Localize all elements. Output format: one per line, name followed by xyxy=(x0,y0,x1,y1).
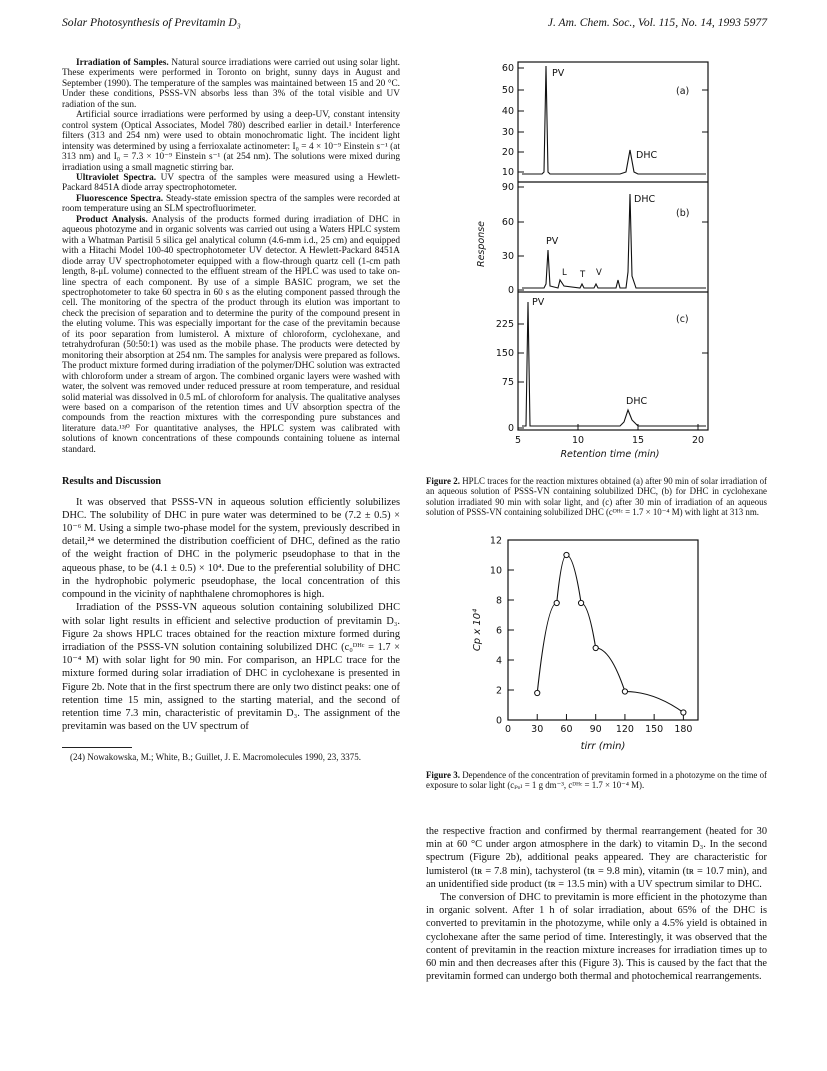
run-in-head: Irradiation of Samples. xyxy=(76,58,169,68)
figure-3-caption xyxy=(426,770,767,791)
paragraph-text: Analysis of the products formed during irradiation of DHC in aqueous photozyme and in organic solvents was carried out using a Waters HPLC system with a Whatman Partisil 5 silica gel analytical column (4.6-mm i.d., 25 cm) and equipped with a Hitachi Model 100-40 spectrophotometer UV detector. A Hewlett-Packard 8451A diode array UV spectrophotometer equipped with a flow-through quartz cell (1-cm path length, 8-μL volume) connected to the effluent stream of the HPLC was used to take on-line spectra of each component. By use of a simple BASIC program, we set the spectrophotometer to take 60 spectra in 60 s as the eluting component passed through the cell. The monitoring of the spectra of the product through its elution was important to check the precision of separation and to determine the purity of the compound present in the eluting volume. This was especially important for the case of the previtamin because of its poor separation from lumisterol. A mixture of chloroform, cyclohexane, and tetrahydrofuran (50:50:1) was used as the mobile phase. The products were detected by monitoring their absorption at 254 nm. The samples for analysis were prepared as follows. The product mixture formed during irradiation of the polymer/DHC solution was extracted with chloroform under a stream of argon. The combined organic layers were washed with water, the solvent was removed under reduced pressure at room temperature, and residual solid material was dissolved in 0.5 mL of chloroform for analysis. The qualitative analyses were based on a comparison of the retention times and UV absorption spectra of the compounds from the reaction mixtures with the corresponding pure substances and literature data.¹³ʲ⁰ For quantitative analyses, the HPLC system was calibrated with solutions of known concentrations of these compounds containing toluene as internal standard. xyxy=(62,214,400,455)
data-point xyxy=(535,690,540,695)
caption-text: Dependence of the concentration of previtamin formed in a photozyme on the time of exposure to solar light (cₚₒₗ = 1 g dm⁻³, cᴰᴴᶜ = 1.7 × 10⁻⁴ M). xyxy=(426,770,767,791)
peak-label-dhc: DHC xyxy=(626,396,648,407)
y-tick-label: 225 xyxy=(495,319,514,330)
data-point xyxy=(622,689,627,694)
peak-label-l: L xyxy=(562,268,567,278)
run-in-head: Product Analysis. xyxy=(76,214,148,225)
x-tick-label: 120 xyxy=(615,724,634,735)
x-axis-label: Retention time (min) xyxy=(560,449,660,460)
y-tick-label: 4 xyxy=(495,655,502,667)
x-tick-label: 0 xyxy=(504,724,512,735)
caption-text: HPLC traces for the reaction mixtures obtained (a) after 90 min of solar irradiation of an aqueous solution of PSSS-VN containing solubilized DHC, (b) for DHC in cyclohexane solution irradiated 90 min with solar light, and (c) after 30 min of irradiation of an aqueous solution of PSSS-VN containing solubilized DHC (cᴰᴴᶜ = 1.7 × 10⁻⁴ M) with light at 313 nm. xyxy=(426,476,767,518)
y-tick-label: 12 xyxy=(489,535,502,547)
paragraph-results-1: It was observed that PSSS-VN in aqueous solution efficiently solubilizes DHC. The solubility of DHC in pure water was determined to be (7.2 ± 0.5) × 10⁻⁶ M. Using a simple two-phase model for the system, previously described in detail,²⁴ we determined the distribution coefficient of DHC, defined as the ratio of the weight fraction of DHC in the polymeric pseudophase to that in the aqueous phase, to be (4.1 ± 0.5) × 10⁴. Due to the preferential solubility of DHC in the hydrophobic polymeric pseudophase, the local concentration of this compound in the vicinity of naphthalene chromophores is high. xyxy=(62,496,400,601)
y-tick-label: 10 xyxy=(501,167,514,178)
data-point xyxy=(578,600,583,605)
paragraph-continued: the respective fraction and confirmed by thermal rearrangement (heated for 30 min at 60 °C under argon atmosphere in the dark) to vitamin D₃. In the second spectrum (Figure 2b), additional peaks appeared. They are characteristic for lumisterol (tʀ = 7.8 min), tachysterol (tʀ = 9.8 min), vitamin (tʀ = 10.7 min), and an unidentified side product (tʀ = 13.5 min) with a UV spectrum similar to DHC. xyxy=(426,826,767,890)
y-tick-label: 20 xyxy=(501,147,514,158)
peak-label-pv: PV xyxy=(552,68,565,79)
x-axis-label: tirr (min) xyxy=(580,741,626,752)
y-tick-label: 30 xyxy=(501,251,514,262)
y-tick-label: 60 xyxy=(501,63,514,74)
paragraph-text: UV spectra of the samples were measured using a Hewlett-Packard 8451A diode array spectrophotometer. xyxy=(62,172,400,194)
figure-2 xyxy=(470,54,730,474)
paragraph-results-2: Irradiation of the PSSS-VN aqueous solution containing solubilized DHC with solar light results in efficient and selective production of previtamin D₃. Figure 2a shows HPLC traces obtained for the reaction mixture formed during irradiation of the PSSS-VN solution containing solubilized DHC (c₀ᴰᴴᶜ = 1.7 × 10⁻⁴ M) with solar light for 90 min. For comparison, an HPLC trace for the mixture formed during solar irradiation of DHC in cyclohexane is presented in Figure 2b. Note that in the first spectrum there are only two distinct peaks: one of retention time 15 min, assigned to the starting material, and the second of retention time 7.3 min, characteristic of previtamin D₃. The assignment of the previtamin was based on the UV spectrum of xyxy=(62,602,400,733)
left-column xyxy=(62,58,400,763)
data-point xyxy=(564,552,569,557)
header-journal: J. Am. Chem. Soc., Vol. 115, No. 14, 1993 5977 xyxy=(547,16,767,29)
y-tick-label: 0 xyxy=(495,715,502,727)
x-tick-label: 5 xyxy=(514,435,522,446)
y-tick-label: 150 xyxy=(495,348,514,359)
figure-3-plot xyxy=(470,532,710,758)
data-point xyxy=(681,710,686,715)
y-tick-label: 40 xyxy=(501,106,514,117)
paragraph-conversion: The conversion of DHC to previtamin is more efficient in the photozyme than in organic solvent. After 1 h of solar irradiation, about 65% of the DHC is converted to previtamin in the photozyme, while only a 4.5% yield is obtained in cyclohexane after the same period of time. Interestingly, it was observed that the content of previtamin in the reaction mixture increases for irradiation times up to 60 min and then decreases after this (Figure 3). This is caused by the fact that the previtamin formed can undergo both thermal and photochemical rearrangements. xyxy=(426,892,767,983)
x-tick-label: 30 xyxy=(531,724,544,735)
run-in-head: Ultraviolet Spectra. xyxy=(76,172,157,183)
figure-2-plot xyxy=(470,54,730,474)
x-tick-label: 10 xyxy=(571,435,585,446)
right-column xyxy=(426,825,767,983)
y-tick-label: 10 xyxy=(489,565,502,577)
paragraph-irradiation xyxy=(62,58,400,110)
x-tick-label: 15 xyxy=(631,435,645,446)
y-tick-label: 30 xyxy=(501,127,514,138)
run-in-head: Fluorescence Spectra. xyxy=(76,193,164,204)
x-tick-label: 60 xyxy=(560,724,573,735)
footnote: (24) Nowakowska, M.; White, B.; Guillet, J. E. Macromolecules 1990, 23, 3375. xyxy=(70,752,362,763)
paragraph-fluorescence xyxy=(62,194,400,215)
x-tick-label: 150 xyxy=(645,724,664,735)
y-tick-label: 8 xyxy=(495,595,502,607)
running-header xyxy=(62,16,767,34)
y-tick-label: 50 xyxy=(501,85,514,96)
x-tick-label: 180 xyxy=(674,724,693,735)
section-heading: Results and Discussion xyxy=(62,476,162,488)
panel-tag-c: (c) xyxy=(676,314,689,325)
peak-label-t: T xyxy=(580,270,586,280)
y-tick-label: 2 xyxy=(495,685,502,697)
data-point xyxy=(554,600,559,605)
y-tick-label: 75 xyxy=(501,377,514,388)
y-axis-label: Cp x 10⁴ xyxy=(472,608,483,652)
figure-2-caption xyxy=(426,476,767,518)
peak-label-dhc: DHC xyxy=(634,194,656,205)
y-tick-label: 0 xyxy=(507,285,514,296)
y-axis-label: Response xyxy=(476,220,487,268)
paragraph-product xyxy=(62,215,400,455)
paragraph-uv xyxy=(62,173,400,194)
data-point xyxy=(593,645,598,650)
peak-label-pv: PV xyxy=(532,297,545,308)
figure-label: Figure 3. xyxy=(426,770,460,780)
y-tick-label: 60 xyxy=(501,217,514,228)
panel-tag-a: (a) xyxy=(676,86,690,97)
peak-label-v: V xyxy=(596,268,602,278)
trace-a xyxy=(522,66,706,174)
paragraph-text: Steady-state emission spectra of the samples were recorded at room temperature using an SLM spectrofluorimeter. xyxy=(62,193,400,215)
footnote-rule xyxy=(62,747,132,748)
figure-3 xyxy=(470,532,710,758)
figure-label: Figure 2. xyxy=(426,476,460,486)
panel-tag-b: (b) xyxy=(676,208,690,219)
data-curve xyxy=(537,555,683,713)
y-tick-label: 90 xyxy=(501,182,514,193)
y-tick-label: 6 xyxy=(495,625,502,637)
paragraph-artificial: Artificial source irradiations were performed by using a deep-UV, constant intensity control system (Optical Associates, Model 780) described earlier in detail.¹ Interference filters (313 and 254 nm) were used to obtain monochromatic light. The incident light intensity was determined by using a ferrioxalate actinometer: I₀ = 4 × 10⁻⁹ Einstein s⁻¹ (at 313 nm) and I₀ = 7.3 × 10⁻⁹ Einstein s⁻¹ (at 254 nm). The solutions were mixed during irradiation using a small magnetic stirring bar. xyxy=(62,110,400,173)
paragraph-text: Natural source irradiations were carried out using solar light. These experiments were performed in Toronto on bright, sunny days in August and September (1990). The temperature of the samples was maintained between 15 and 20 °C. Under these conditions, PSSS-VN absorbs less than 3% of the total visible and UV radiation of the sun. xyxy=(62,58,401,110)
peak-label-dhc: DHC xyxy=(636,150,658,161)
y-tick-label: 0 xyxy=(507,423,514,434)
header-title: Solar Photosynthesis of Previtamin D₃ xyxy=(62,16,241,29)
x-tick-label: 90 xyxy=(589,724,602,735)
x-tick-label: 20 xyxy=(691,435,705,446)
peak-label-pv: PV xyxy=(546,236,559,247)
